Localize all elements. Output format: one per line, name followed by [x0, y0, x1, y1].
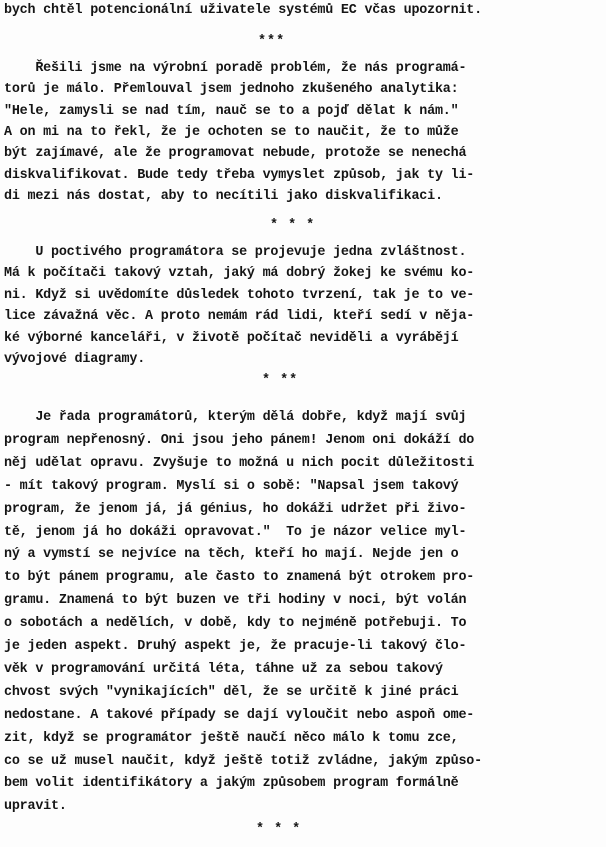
paragraph-line: - mít takový program. Myslí si o sobě: "Napsal jsem takový [4, 478, 459, 494]
paragraph-line: A on mi na to řekl, že je ochoten se to naučit, že to může [4, 124, 459, 140]
paragraph-line: tě, jenom já ho dokáži opravovat." To je názor velice myl- [4, 524, 467, 540]
paragraph-line: vývojové diagramy. [4, 352, 146, 367]
section-separator: * * * [256, 822, 302, 837]
paragraph-line: program nepřenosný. Oni jsou jeho pánem! Jenom oni dokáží do [4, 432, 475, 448]
paragraph-line: ný a vymstí se nejvíce na těch, kteří ho mají. Nejde jen o [4, 547, 459, 563]
paragraph-line: o sobotách a nedělích, v době, kdy to nejméně potřebuji. To [4, 616, 467, 632]
paragraph-line: diskvalifikovat. Bude tedy třeba vymyslet způsob, jak ty li- [4, 167, 475, 183]
paragraph-line: program, že jenom já, já génius, ho dokáži udržet při živo- [4, 501, 467, 517]
paragraph-line: něj udělat opravu. Zvyšuje to možná u nich pocit důležitosti [4, 455, 475, 471]
paragraph-line: Má k počítači takový vztah, jaký má dobrý žokej ke svému ko- [4, 266, 475, 282]
paragraph-line: nedostane. A takové případy se dají vyloučit nebo aspoň ome- [4, 707, 475, 723]
paragraph-line: di mezi nás dostat, aby to necítili jako diskvalifikaci. [4, 188, 443, 204]
paragraph-line: ké výborné kanceláři, v životě počítač neviděli a vyrábějí [4, 330, 459, 346]
paragraph-line: je jeden aspekt. Druhý aspekt je, že pracuje-li takový člo- [4, 639, 467, 654]
paragraph-line: Je řada programátorů, kterým dělá dobře, když mají svůj [4, 410, 467, 425]
paragraph-line: to být pánem programu, ale často to znamená být otrokem pro- [4, 570, 475, 586]
paragraph-line: věk v programování určitá léta, táhne už za sebou takový [4, 661, 443, 677]
paragraph-line: být zajímavé, ale že programovat nebude, protože se nenechá [4, 146, 467, 162]
paragraph-line: U poctivého programátora se projevuje jedna zvláštnost. [4, 245, 467, 260]
paragraph-line: upravit. [4, 799, 67, 815]
paragraph-line: bem volit identifikátory a jakým způsobem program formálně [4, 776, 459, 792]
paragraph-line: "Hele, zamysli se nad tím, nauč se to a pojď dělat k nám." [4, 103, 459, 119]
paragraph-line: torů je málo. Přemlouval jsem jednoho zkušeného analytika: [4, 82, 459, 98]
paragraph-line: zit, když se programátor ještě naučí něco málo k tomu zce, [4, 730, 459, 746]
paragraph-line: gramu. Znamená to být buzen ve tři hodiny v noci, být volán [4, 593, 467, 609]
paragraph-line: lice závažná věc. A proto nemám rád lidi, kteří sedí v něja- [4, 309, 475, 325]
paragraph-line: Řešili jsme na výrobní poradě problém, že nás programá- [4, 61, 467, 76]
paragraph-line: ni. Když si uvědomíte důsledek tohoto tvrzení, tak je to ve- [4, 287, 475, 303]
paragraph-line: co se už musel naučit, když ještě totiž zvládne, jakým způso- [4, 753, 482, 769]
section-separator: *** [258, 34, 286, 49]
section-separator: * * * [270, 218, 316, 233]
section-separator: * ** [262, 373, 299, 388]
paragraph-line: chvost svých "vynikajících" děl, že se určitě k jiné práci [4, 684, 459, 700]
intro-line: bych chtěl potencionální uživatele systémů EC včas upozornit. [4, 3, 482, 18]
